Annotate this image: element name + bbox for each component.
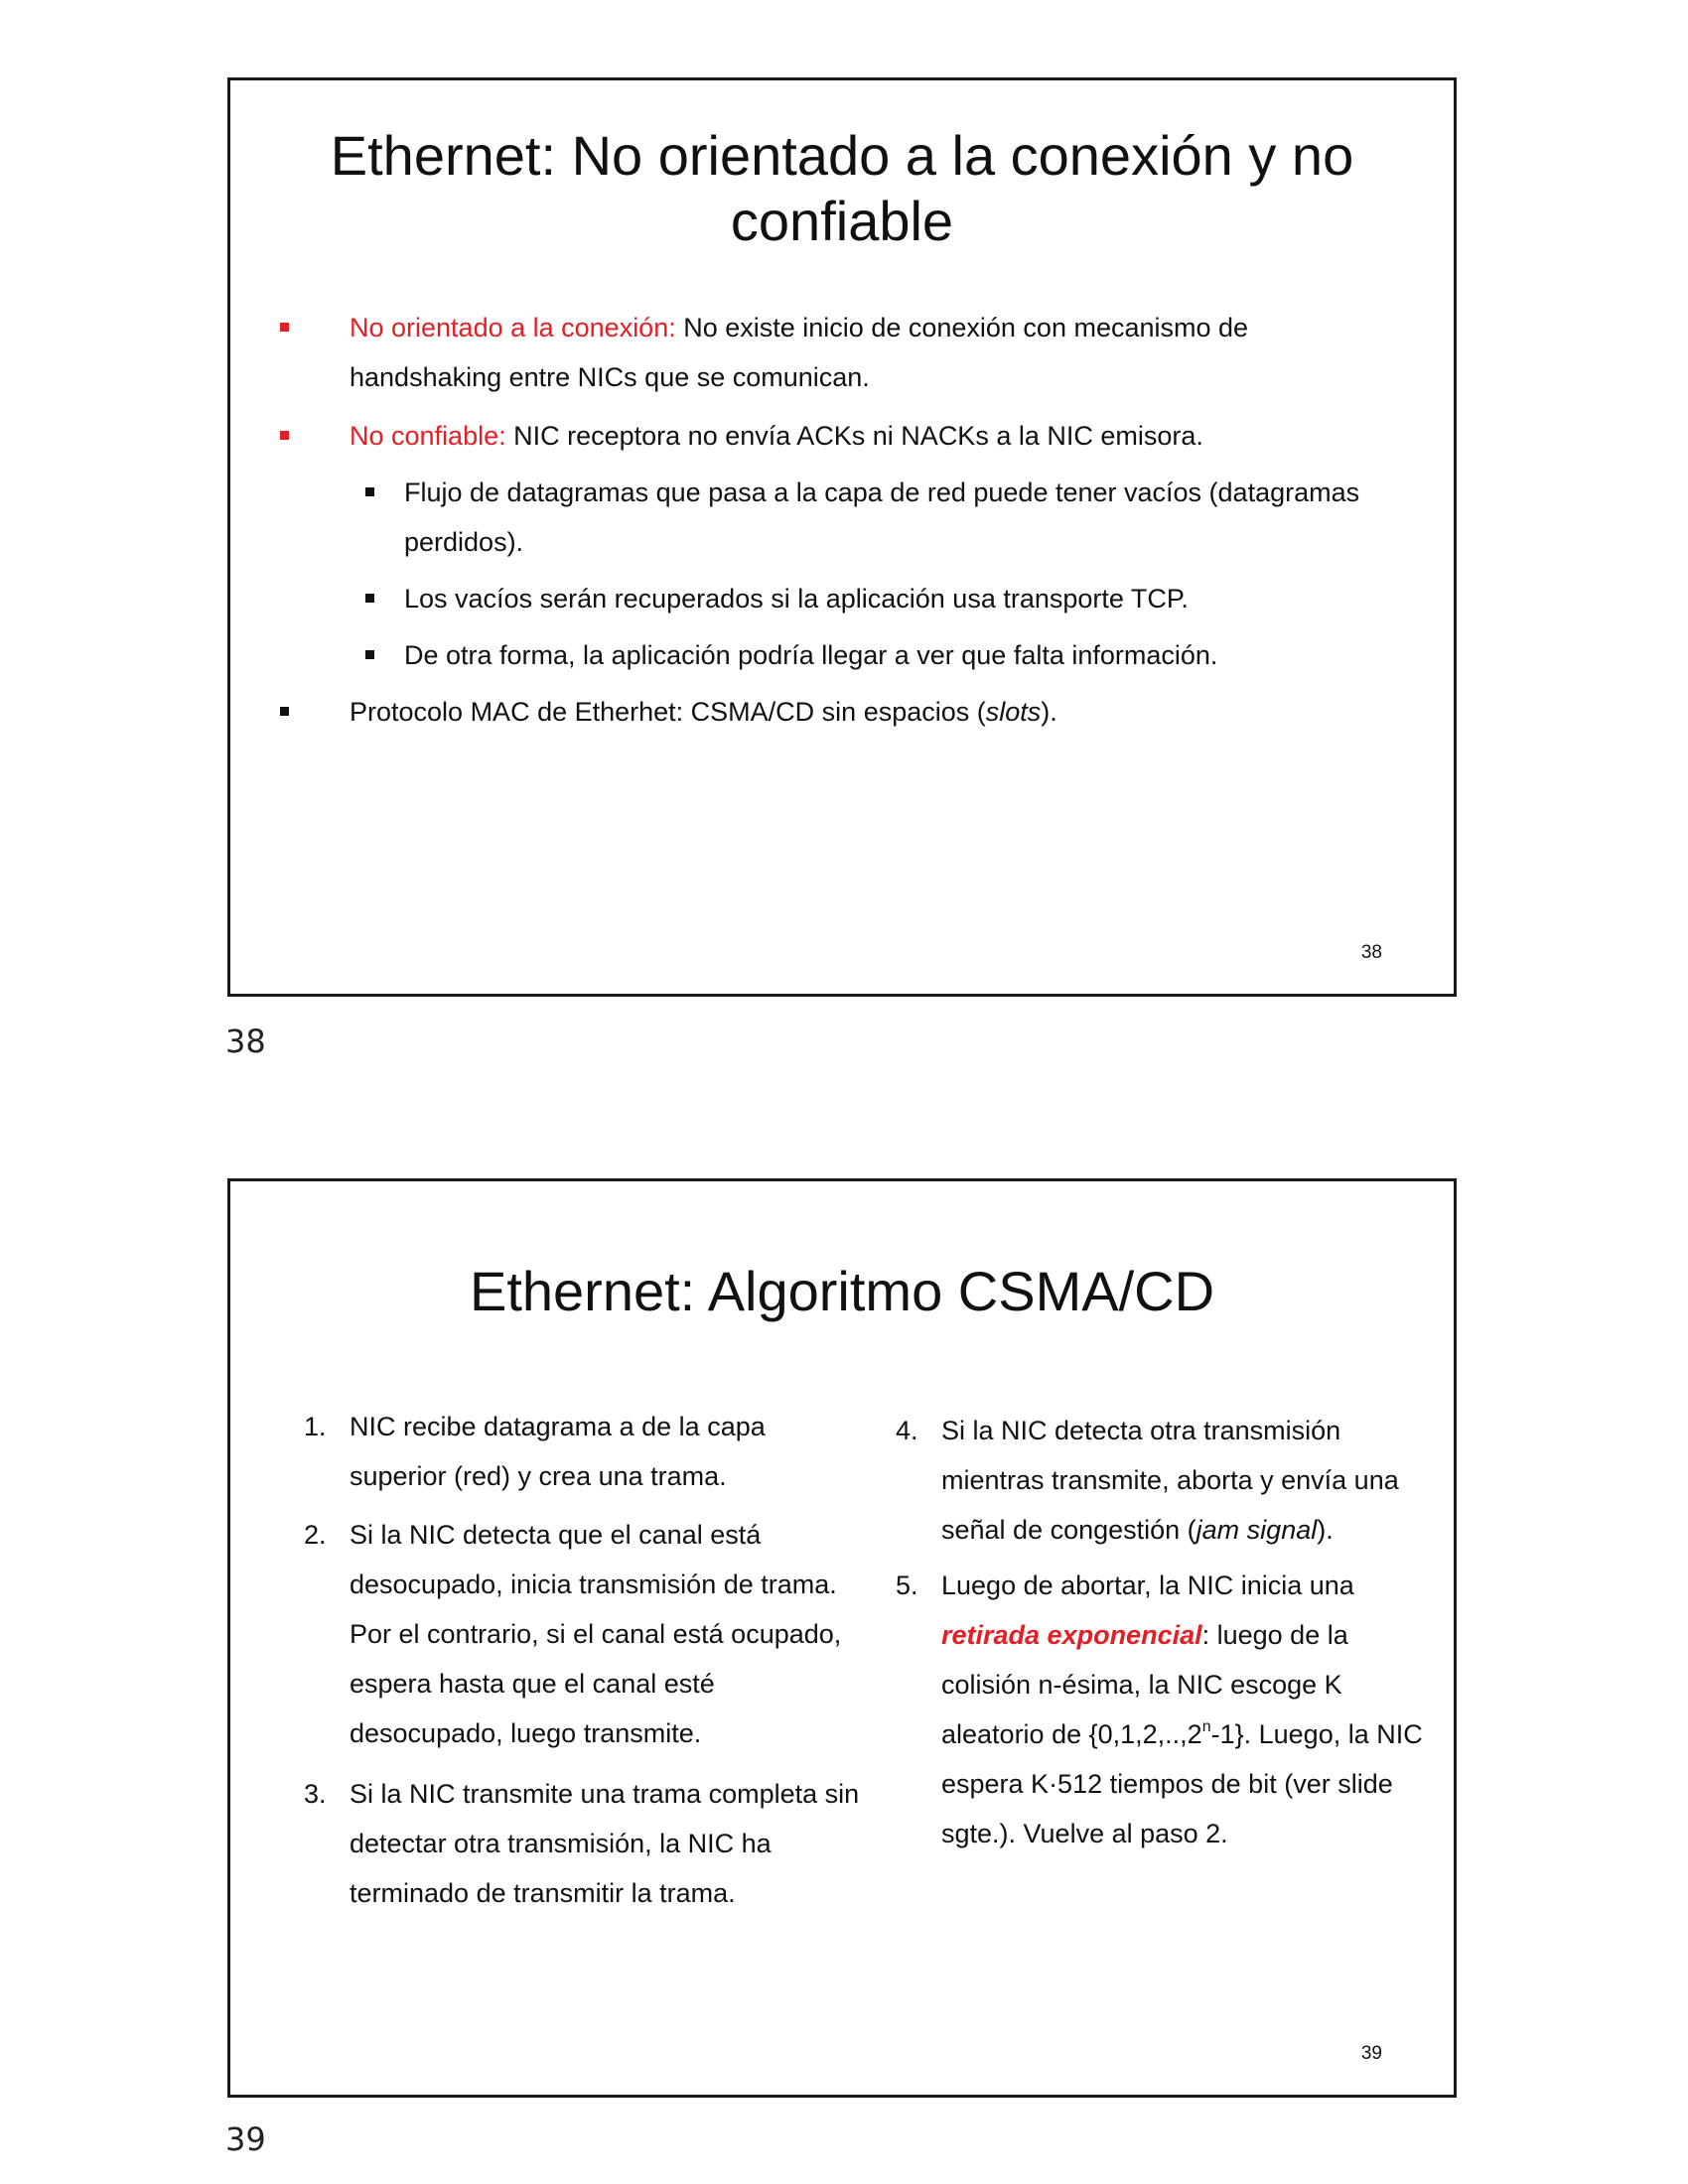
item-number: 4.	[896, 1416, 918, 1445]
square-bullet-icon	[280, 431, 289, 440]
slide-38	[227, 77, 1457, 997]
square-bullet-icon	[365, 487, 374, 496]
bullet-label: No confiable:	[350, 421, 506, 451]
item-text: Si la NIC transmite una trama completa sin detectar otra transmisión, la NIC ha terminado de transmitir la trama.	[350, 1779, 860, 1908]
square-bullet-icon	[365, 650, 374, 659]
item-number: 1.	[304, 1412, 327, 1441]
square-bullet-icon	[365, 594, 374, 603]
item-number: 3.	[304, 1779, 327, 1809]
page-label: 39	[225, 2120, 266, 2158]
item-emphasis: retirada exponencial	[941, 1620, 1202, 1650]
bullet-mac-protocol	[350, 687, 1362, 737]
item-number: 2.	[304, 1520, 327, 1550]
bullet-text: De otra forma, la aplicación podría llegar a ver que falta información.	[404, 640, 1218, 670]
slide-39	[227, 1178, 1457, 2098]
slide-title: Ethernet: No orientado a la conexión y no confiable	[330, 124, 1354, 252]
square-bullet-icon	[280, 707, 289, 716]
item-text: Si la NIC detecta otra transmisión mientras transmite, aborta y envía una señal de congestión (	[941, 1416, 1399, 1545]
square-bullet-icon	[280, 323, 289, 332]
item-number: 5.	[896, 1570, 918, 1600]
slide-title: Ethernet: Algoritmo CSMA/CD	[469, 1260, 1215, 1322]
list-item	[304, 1510, 866, 1758]
item-italic: jam signal	[1196, 1515, 1318, 1545]
item-text: Luego de abortar, la NIC inicia una	[941, 1570, 1354, 1600]
list-item	[896, 1406, 1438, 1555]
slide-number: 38	[1360, 942, 1382, 963]
bullet-text: Flujo de datagramas que pasa a la capa de red puede tener vacíos (datagramas perdidos).	[404, 478, 1360, 557]
bullet-text: Los vacíos serán recuperados si la aplicación usa transporte TCP.	[404, 584, 1189, 614]
list-item	[304, 1769, 866, 1918]
bullet-text: Protocolo MAC de Etherhet: CSMA/CD sin espacios (	[350, 697, 986, 727]
bullet-connectionless	[350, 303, 1362, 402]
bullet-italic: slots	[985, 697, 1042, 727]
list-item	[304, 1402, 866, 1501]
page-label: 38	[225, 1023, 266, 1060]
bullet-unreliable	[350, 411, 1362, 461]
slide-number: 39	[1360, 2043, 1382, 2064]
sub-bullet-tcp-recovery	[404, 574, 1407, 623]
sub-bullet-missing-info	[404, 630, 1407, 680]
item-text-mid: : luego de la colisión n-ésima, la NIC escoge K aleatorio de {0,1,2,..,2	[941, 1620, 1348, 1749]
item-text-end: -1}. Luego, la NIC espera K·512 tiempos de bit (ver slide sgte.). Vuelve al paso 2.	[941, 1719, 1423, 1848]
bullet-text: No existe inicio de conexión con mecanismo de handshaking entre NICs que se comunican.	[350, 313, 1249, 392]
item-text: NIC recibe datagrama a de la capa superior (red) y crea una trama.	[350, 1412, 766, 1491]
item-superscript: n	[1201, 1718, 1211, 1735]
item-text: Si la NIC detecta que el canal está desocupado, inicia transmisión de trama. Por el contrario, si el canal está ocupado, espera hasta que el canal esté desocupado, luego transmite.	[350, 1520, 842, 1748]
item-text-end: ).	[1317, 1515, 1334, 1545]
sub-bullet-datagram-flow	[404, 468, 1407, 567]
bullet-text: NIC receptora no envía ACKs ni NACKs a la NIC emisora.	[505, 421, 1203, 451]
bullet-label: No orientado a la conexión:	[350, 313, 676, 342]
list-item	[896, 1561, 1438, 1858]
bullet-text-end: ).	[1041, 697, 1057, 727]
